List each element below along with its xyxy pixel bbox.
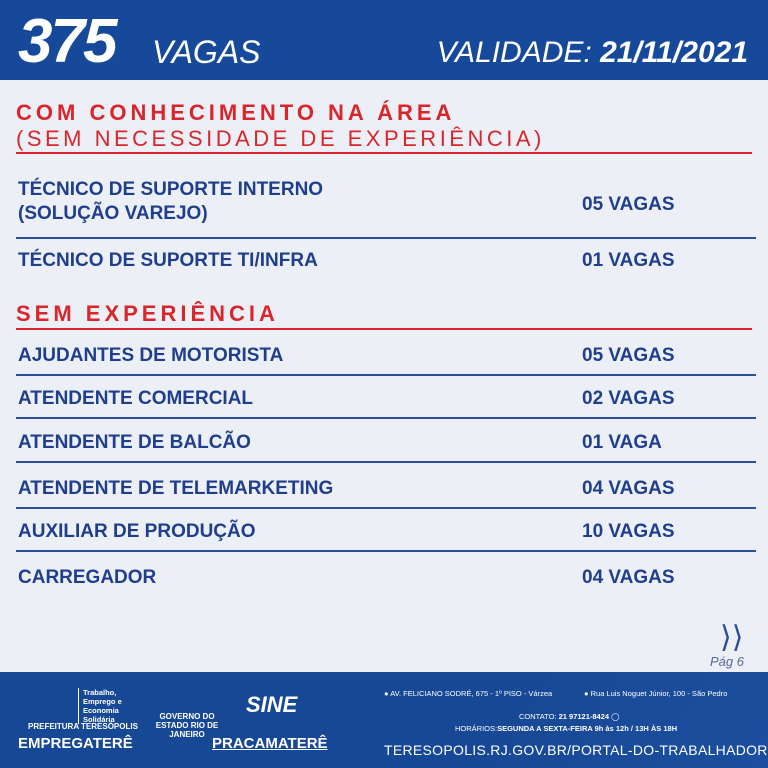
job-name-line: (SOLUÇÃO VAREJO) xyxy=(18,203,208,224)
job-vacancies: 05 VAGAS xyxy=(582,345,675,366)
job-name: TÉCNICO DE SUPORTE TI/INFRA xyxy=(18,250,318,271)
job-row xyxy=(18,519,756,543)
job-name: AJUDANTES DE MOTORISTA xyxy=(18,345,284,366)
vacancy-count: 375 xyxy=(18,7,116,76)
job-name: AUXILIAR DE PRODUÇÃO xyxy=(18,521,256,542)
validity-date: 21/11/2021 xyxy=(600,36,748,69)
address-2: ● Rua Luis Noguet Júnior, 100 - São Pedro xyxy=(584,689,728,698)
hours xyxy=(455,724,677,733)
divider xyxy=(16,374,756,376)
whatsapp-icon: ◯ xyxy=(611,712,620,721)
divider xyxy=(16,461,756,463)
hours-label: HORÁRIOS: xyxy=(455,724,498,733)
empregatere-logo: EMPREGATERÊ xyxy=(18,735,133,752)
footer xyxy=(0,672,768,768)
job-row xyxy=(18,430,756,454)
vacancy-label: VAGAS xyxy=(152,34,261,70)
divider xyxy=(16,328,752,330)
section-title: SEM EXPERIÊNCIA xyxy=(16,301,279,326)
job-name: CARREGADOR xyxy=(18,567,157,588)
governo-rj-logo: GOVERNO DO ESTADO RIO DE JANEIRO xyxy=(155,712,219,739)
secretaria-logo: Trabalho, Emprego e Economia Solidária xyxy=(78,688,138,724)
address-text: AV. FELICIANO SODRÉ, 675 - 1º PISO - Várzea xyxy=(390,689,553,698)
sine-logo: SINE xyxy=(246,692,298,717)
job-name: ATENDENTE COMERCIAL xyxy=(18,388,254,409)
job-vacancies: 04 VAGAS xyxy=(582,567,675,588)
contact-phone: 21 97121-8424 xyxy=(558,712,610,721)
job-vacancies: 04 VAGAS xyxy=(582,478,675,499)
contact xyxy=(519,712,620,721)
address-text: Rua Luis Noguet Júnior, 100 - São Pedro xyxy=(590,689,728,698)
next-page-icon[interactable]: ⟩⟩ xyxy=(720,621,744,654)
job-row xyxy=(18,178,756,226)
validity xyxy=(437,36,748,70)
job-row xyxy=(18,248,756,272)
page-number: Pág 6 xyxy=(710,654,744,669)
job-vacancies: 05 VAGAS xyxy=(582,194,675,215)
section-title: COM CONHECIMENTO NA ÁREA xyxy=(16,100,456,125)
divider xyxy=(16,550,756,552)
validity-label: VALIDADE: xyxy=(436,36,592,69)
divider xyxy=(16,237,756,239)
job-row xyxy=(18,386,756,410)
address-1: ● AV. FELICIANO SODRÉ, 675 - 1º PISO - Várzea xyxy=(384,689,553,698)
divider xyxy=(16,507,756,509)
job-vacancies: 01 VAGAS xyxy=(582,250,675,271)
section-subtitle: (SEM NECESSIDADE DE EXPERIÊNCIA) xyxy=(16,126,545,151)
portal-link[interactable]: TERESOPOLIS.RJ.GOV.BR/PORTAL-DO-TRABALHADOR xyxy=(384,742,768,758)
pracamatere-logo: PRACAMATERÊ xyxy=(212,735,328,752)
divider xyxy=(16,417,756,419)
job-name: ATENDENTE DE BALCÃO xyxy=(18,432,251,453)
contact-label: CONTATO: xyxy=(519,712,557,721)
job-vacancies: 02 VAGAS xyxy=(582,388,675,409)
job-vacancies: 10 VAGAS xyxy=(582,521,675,542)
job-row xyxy=(18,565,756,589)
job-row xyxy=(18,343,756,367)
hours-text: SEGUNDA A SEXTA-FEIRA 9h às 12h / 13H ÀS 18H xyxy=(497,724,678,733)
job-vacancies: 01 VAGA xyxy=(582,432,662,453)
header-banner xyxy=(0,0,768,80)
divider xyxy=(16,152,752,154)
job-name: ATENDENTE DE TELEMARKETING xyxy=(18,478,334,499)
prefeitura-logo: PREFEITURA TERESÓPOLIS xyxy=(28,722,138,731)
job-name-line: TÉCNICO DE SUPORTE INTERNO xyxy=(18,179,324,200)
job-name xyxy=(18,178,323,226)
job-row xyxy=(18,476,756,500)
